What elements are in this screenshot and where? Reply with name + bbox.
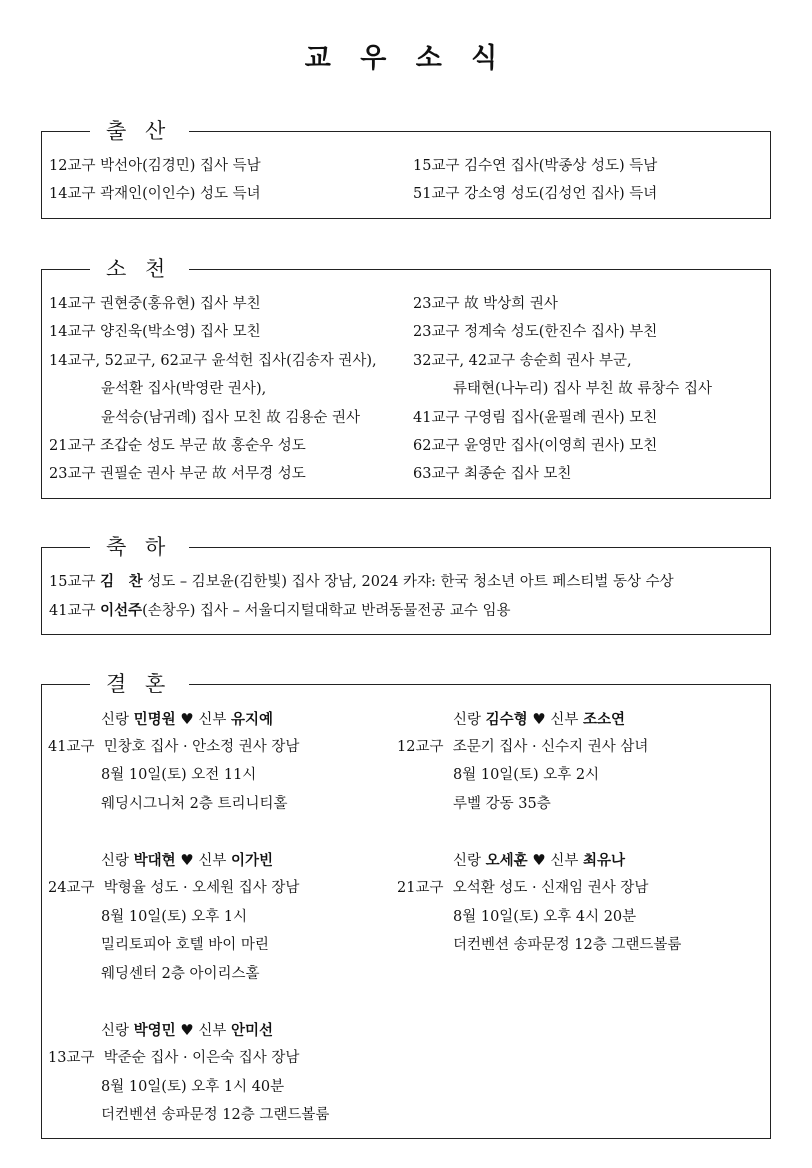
congrats-title: 축 하 <box>90 532 189 562</box>
wedding-couple-header <box>453 709 625 730</box>
wedding-parents-text: 오석환 성도 · 신재임 권사 장남 <box>452 880 649 896</box>
congrats-parish: 41교구 <box>49 603 101 619</box>
wedding-parish: 12교구 <box>397 739 444 755</box>
death-item: 14교구 권현중(홍유현) 집사 부친 <box>49 296 261 312</box>
wedding-parish: 13교구 <box>48 1050 95 1066</box>
wedding-date: 8월 10일(토) 오전 11시 <box>101 767 257 783</box>
birth-item: 14교구 곽재인(이인수) 성도 득녀 <box>49 186 261 202</box>
birth-item: 12교구 박선아(김경민) 집사 득남 <box>49 158 261 174</box>
wedding-date: 8월 10일(토) 오후 2시 <box>453 767 600 783</box>
groom-label: 신랑 <box>101 853 130 869</box>
bride-name: 이가빈 <box>230 852 273 869</box>
groom-name: 김수형 <box>485 711 528 728</box>
wedding-couple-header <box>453 850 625 871</box>
wedding-venue: 루벨 강동 35층 <box>453 796 551 812</box>
birth-title: 출 산 <box>90 116 189 146</box>
wedding-parents <box>48 1048 299 1068</box>
groom-name: 오세훈 <box>485 852 528 869</box>
wedding-parents <box>48 878 299 898</box>
wedding-venue: 더컨벤션 송파문정 12층 그랜드볼룸 <box>453 937 682 953</box>
death-item: 63교구 최종순 집사 모친 <box>413 466 572 482</box>
wedding-couple-header <box>101 850 273 871</box>
birth-section <box>41 119 771 219</box>
bride-label: 신부 <box>198 1023 227 1039</box>
wedding-parents <box>48 737 299 757</box>
congrats-parish: 15교구 <box>49 574 101 590</box>
wedding-date: 8월 10일(토) 오후 1시 40분 <box>101 1079 285 1095</box>
wedding-parents <box>397 737 648 757</box>
wedding-parents-text: 박형율 성도 · 오세원 집사 장남 <box>103 880 300 896</box>
bride-name: 안미선 <box>230 1022 273 1039</box>
heart-icon: ♥ <box>180 851 194 869</box>
bride-label: 신부 <box>198 853 227 869</box>
congrats-person: 김 찬 <box>100 573 143 590</box>
wedding-parents <box>397 878 648 898</box>
death-item: 윤석승(남귀례) 집사 모친 故 김용순 권사 <box>101 410 360 426</box>
wedding-date: 8월 10일(토) 오후 4시 20분 <box>453 909 637 925</box>
page-title: 교 우 소 식 <box>304 43 508 74</box>
wedding-venue: 웨딩시그니처 2층 트리니티홀 <box>101 796 288 812</box>
wedding-parish: 21교구 <box>397 880 444 896</box>
bride-label: 신부 <box>198 712 227 728</box>
death-item: 62교구 윤영만 집사(이영희 권사) 모친 <box>413 438 658 454</box>
death-item: 41교구 구영림 집사(윤필례 권사) 모친 <box>413 410 658 426</box>
wedding-venue: 웨딩센터 2층 아이리스홀 <box>101 966 260 982</box>
bride-name: 유지예 <box>230 711 273 728</box>
groom-name: 박대현 <box>133 852 176 869</box>
congrats-person: 이선주 <box>100 602 143 619</box>
bride-name: 조소연 <box>582 711 625 728</box>
wedding-parents-text: 민창호 집사 · 안소정 권사 장남 <box>103 739 300 755</box>
groom-label: 신랑 <box>453 853 482 869</box>
groom-name: 박영민 <box>133 1022 176 1039</box>
groom-label: 신랑 <box>101 1023 130 1039</box>
wedding-couple-header <box>101 709 273 730</box>
congrats-text: 성도 – 김보윤(김한빛) 집사 장남, 2024 카쟈: 한국 청소년 아트 페스티벌 동상 수상 <box>142 574 674 590</box>
heart-icon: ♥ <box>180 710 194 728</box>
death-item: 23교구 故 박상희 권사 <box>413 296 558 312</box>
wedding-date: 8월 10일(토) 오후 1시 <box>101 909 248 925</box>
wedding-parents-text: 조문기 집사 · 신수지 권사 삼녀 <box>452 739 649 755</box>
death-item: 14교구, 52교구, 62교구 윤석헌 집사(김송자 권사), <box>49 353 377 369</box>
birth-item: 15교구 김수연 집사(박종상 성도) 득남 <box>413 158 658 174</box>
wedding-parents-text: 박준순 집사 · 이은숙 집사 장남 <box>103 1050 300 1066</box>
congrats-text: (손창우) 집사 – 서울디지털대학교 반려동물전공 교수 임용 <box>142 603 511 619</box>
death-item: 윤석환 집사(박영란 권사), <box>101 381 267 397</box>
congrats-item <box>49 572 674 592</box>
bride-label: 신부 <box>550 853 579 869</box>
wedding-parish: 41교구 <box>48 739 95 755</box>
wedding-title: 결 혼 <box>90 669 189 699</box>
death-item: 14교구 양진욱(박소영) 집사 모친 <box>49 324 261 340</box>
groom-name: 민명원 <box>133 711 176 728</box>
heart-icon: ♥ <box>532 710 546 728</box>
birth-item: 51교구 강소영 성도(김성언 집사) 득녀 <box>413 186 658 202</box>
bride-name: 최유나 <box>582 852 625 869</box>
groom-label: 신랑 <box>453 712 482 728</box>
wedding-venue: 더컨벤션 송파문정 12층 그랜드볼룸 <box>101 1107 330 1123</box>
congrats-item <box>49 601 511 621</box>
death-title: 소 천 <box>90 254 189 284</box>
heart-icon: ♥ <box>180 1021 194 1039</box>
death-item: 23교구 권필순 권사 부군 故 서무경 성도 <box>49 466 306 482</box>
wedding-couple-header <box>101 1020 273 1041</box>
wedding-venue: 밀리토피아 호텔 바이 마린 <box>101 937 269 953</box>
death-item: 21교구 조갑순 성도 부군 故 홍순우 성도 <box>49 438 306 454</box>
death-item: 32교구, 42교구 송순희 권사 부군, <box>413 353 632 369</box>
death-item: 류태현(나누리) 집사 부친 故 류창수 집사 <box>453 381 712 397</box>
death-section <box>41 257 771 499</box>
wedding-parish: 24교구 <box>48 880 95 896</box>
wedding-section <box>41 672 771 1139</box>
congrats-section <box>41 535 771 635</box>
groom-label: 신랑 <box>101 712 130 728</box>
death-item: 23교구 정계숙 성도(한진수 집사) 부친 <box>413 324 658 340</box>
bride-label: 신부 <box>550 712 579 728</box>
heart-icon: ♥ <box>532 851 546 869</box>
